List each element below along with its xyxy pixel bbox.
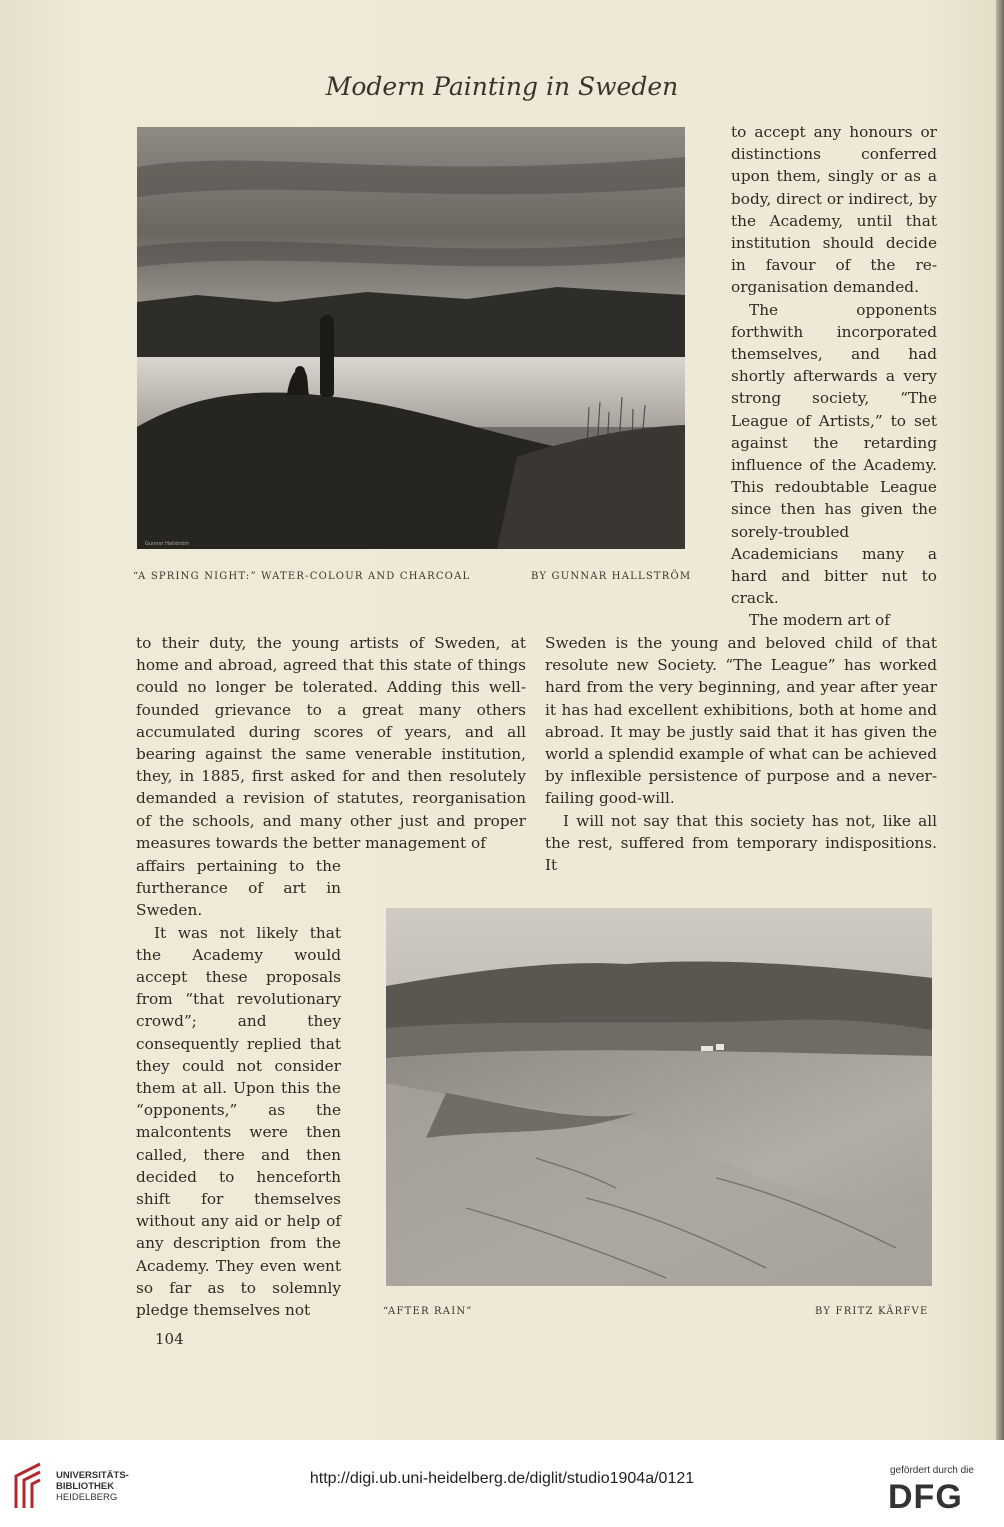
source-url-link[interactable]: http://digi.ub.uni-heidelberg.de/diglit/studio1904a/0121 — [309, 1470, 695, 1487]
library-line: UNIVERSITÄTS- — [56, 1470, 129, 1481]
text-column-right-top — [731, 121, 937, 632]
text-column-narrow-left — [136, 855, 341, 1321]
dfg-logo: DFG — [888, 1478, 963, 1516]
text-column-mid-right — [545, 632, 937, 876]
page-number: 104 — [155, 1330, 184, 1348]
running-title: Modern Painting in Sweden — [325, 72, 679, 101]
spring-night-caption-right: BY GUNNAR HALLSTRÖM — [531, 571, 692, 582]
paragraph: to accept any honours or distinctions conferred upon them, singly or as a body, direct or indirect, by the Academy, until that institution should decide in favour of the re-organisation demanded. — [731, 123, 937, 297]
library-line: HEIDELBERG — [56, 1492, 118, 1503]
paragraph: affairs pertaining to the furtherance of art in Sweden. — [136, 857, 341, 920]
after-rain-caption-right: BY FRITZ KÄRFVE — [815, 1306, 929, 1317]
paragraph: The modern art of — [749, 611, 890, 630]
after-rain-painting — [386, 908, 932, 1286]
painting-signature: Gunnar Hallström — [145, 541, 190, 547]
paragraph: to their duty, the young artists of Sweden, at home and abroad, agreed that this state of things could no longer be tolerated. Adding this well-founded grievance to a great many others accumulated during scores of years, and all bearing against the same venerable institution, they, in 1885, first asked for and then resolutely demanded a revision of statutes, reorganisation of the schools, and many other just and proper measures towards the better management of — [136, 634, 526, 852]
text-column-mid-left — [136, 632, 526, 854]
paragraph: The opponents forthwith incorporated themselves, and had shortly afterwards a very strong society, “The League of Artists,” to set against the retarding influence of the Academy. This redoubtable League since then has given the sorely-troubled Academicians many a hard and bitter nut to crack. — [731, 300, 937, 608]
library-line: BIBLIOTHEK — [56, 1481, 115, 1492]
spring-night-painting — [137, 127, 685, 549]
paragraph: I will not say that this society has not, like all the rest, suffered from temporary indispositions. It — [545, 811, 937, 875]
paragraph: It was not likely that the Academy would accept these proposals from “that revolutionary crowd”; and they consequently replied that they could not consider them at all. Upon this the “opponents,” as the malcontents were then called, there and then decided to henceforth shift for themselves without any aid or help of any description from the Academy. They even went so far as to solemnly pledge themselves not — [136, 923, 341, 1320]
after-rain-caption-left: “AFTER RAIN” — [383, 1306, 473, 1317]
page-edge-shadow — [996, 0, 1004, 1440]
sponsor-text: gefördert durch die — [890, 1465, 974, 1476]
spring-night-caption-left: “A SPRING NIGHT:” WATER-COLOUR AND CHARCOAL — [133, 571, 471, 582]
paragraph: Sweden is the young and beloved child of that resolute new Society. “The League” has worked hard from the very beginning, and year after year it has had excellent exhibitions, both at home and abroad. It may be justly said that it has given the world a splendid example of what can be achieved by inflexible persistence of purpose and a never-failing good-will. — [545, 634, 937, 808]
